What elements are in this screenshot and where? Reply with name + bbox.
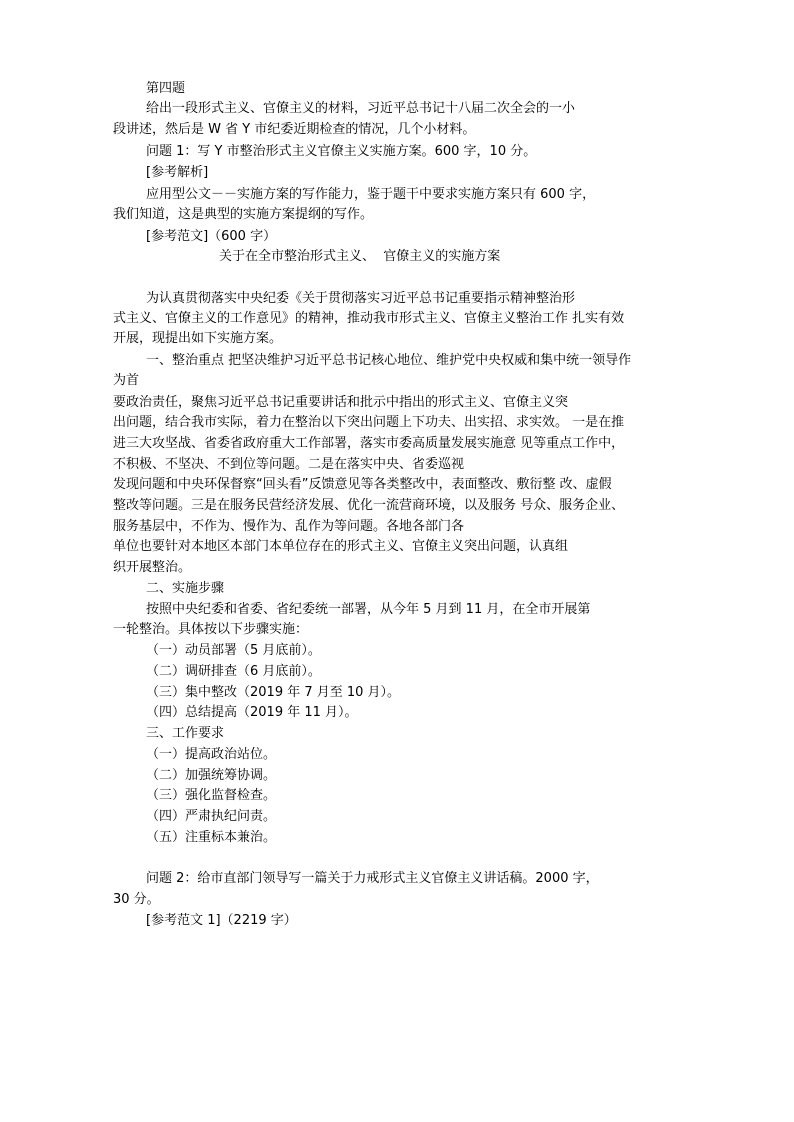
question-2-line-1: 问题 2：给市直部门领导写一篇关于力戒形式主义官僚主义讲话稿。2000 字， <box>146 871 599 886</box>
step-item: （四）总结提高（2019 年 11 月）。 <box>146 705 358 720</box>
step-item: （二）调研排查（6 月底前）。 <box>146 664 321 679</box>
section1-line-8: 整改等问题。三是在服务民营经济发展、优化一流营商环境，以及服务 号众、服务企业、 <box>113 498 625 513</box>
analysis-label: [参考解析] <box>146 165 209 180</box>
section1-line-9: 服务基层中，不作为、慢作为、乱作为等问题。各地各部门各 <box>113 519 465 534</box>
requirement-item: （二）加强统筹协调。 <box>146 768 277 783</box>
question-2-line-2: 30 分。 <box>113 892 160 907</box>
section1-line-11: 织开展整治。 <box>113 560 192 575</box>
requirement-item: （三）强化监督检查。 <box>146 788 277 803</box>
analysis-line-2: 我们知道，这是典型的实施方案提纲的写作。 <box>113 207 374 222</box>
requirement-item: （四）严肃执纪问责。 <box>146 809 277 824</box>
intro-line-2: 式主义、官僚主义的工作意见》的精神，推动我市形式主义、官僚主义整治工作 扎实有效 <box>113 311 625 326</box>
step-item: （三）集中整改（2019 年 7 月至 10 月）。 <box>146 685 401 700</box>
material-line-1: 给出一段形式主义、官僚主义的材料，习近平总书记十八届二次全会的一小 <box>146 101 576 116</box>
analysis-line-1: 应用型公文－－实施方案的写作能力，鉴于题干中要求实施方案只有 600 字， <box>146 187 596 202</box>
sample-title: 关于在全市整治形式主义、 官僚主义的实施方案 <box>219 249 501 264</box>
section1-line-3: 要政治责任，聚焦习近平总书记重要讲话和批示中指出的形式主义、官僚主义突 <box>113 395 569 410</box>
question-heading: 第四题 <box>146 81 186 96</box>
section1-line-7: 发现问题和中央环保督察“回头看”反馈意见等各类整改中，表面整改、敷衍整 改、虚假 <box>113 477 612 492</box>
section2-line-2: 一轮整治。具体按以下步骤实施： <box>113 622 309 637</box>
section1-line-5: 进三大攻坚战、省委省政府重大工作部署，落实市委高质量发展实施意 见等重点工作中， <box>113 436 625 451</box>
section3-title: 三、工作要求 <box>146 726 225 741</box>
section1-line-1: 一、整治重点 把坚决维护习近平总书记核心地位、维护党中央权威和集中统一领导作 <box>146 353 632 368</box>
sample-2-label: [参考范文 1]（2219 字） <box>146 913 297 928</box>
intro-line-3: 开展，现提出如下实施方案。 <box>113 331 283 346</box>
step-item: （一）动员部署（5 月底前）。 <box>146 643 321 658</box>
section1-line-10: 单位也要针对本地区本部门本单位存在的形式主义、官僚主义突出问题，认真组 <box>113 539 569 554</box>
requirement-item: （一）提高政治站位。 <box>146 747 277 762</box>
sample-label: [参考范文]（600 字） <box>146 229 277 244</box>
section2-line-1: 按照中央纪委和省委、省纪委统一部署，从今年 5 月到 11 月，在全市开展第 <box>146 602 591 617</box>
section1-line-2: 为首 <box>113 373 140 388</box>
section2-title: 二、实施步骤 <box>146 581 225 596</box>
intro-line-1: 为认真贯彻落实中央纪委《关于贯彻落实习近平总书记重要指示精神整治形 <box>146 291 576 306</box>
section1-line-6: 不积极、不坚决、不到位等问题。二是在落实中央、省委巡视 <box>113 457 465 472</box>
material-line-2: 段讲述，然后是 W 省 Y 市纪委近期检查的情况，几个小材料。 <box>113 122 476 137</box>
section1-line-4: 出问题，结合我市实际，着力在整治以下突出问题上下功夫、出实招、求实效。 一是在推 <box>113 415 625 430</box>
requirement-item: （五）注重标本兼治。 <box>146 830 277 845</box>
question-1: 问题 1：写 Y 市整治形式主义官僚主义实施方案。600 字，10 分。 <box>146 144 537 159</box>
